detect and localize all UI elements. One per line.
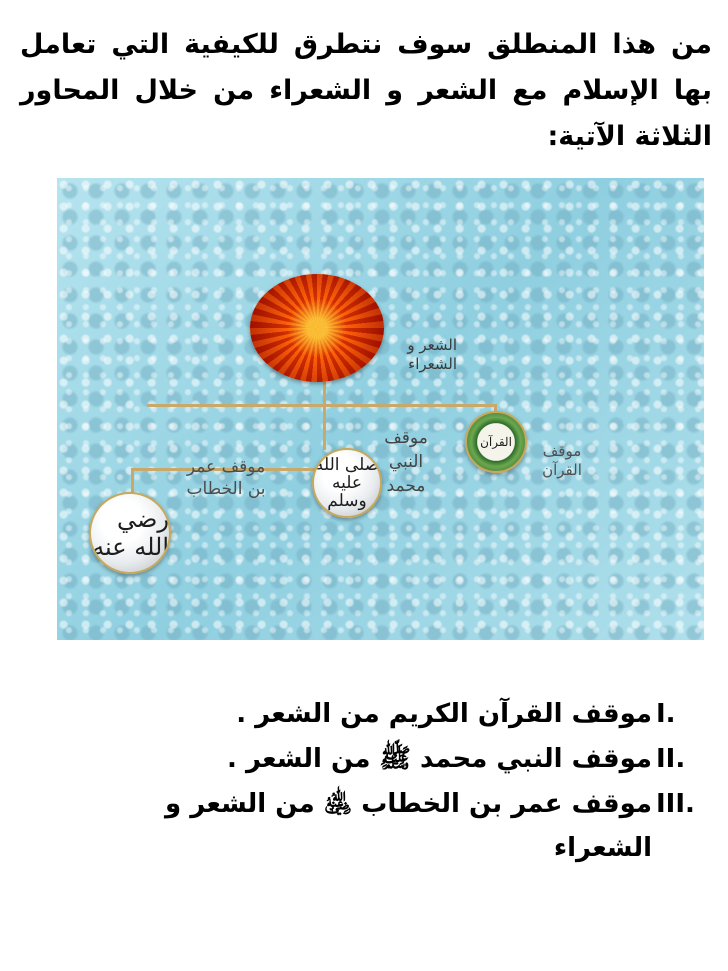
- flower-image: [250, 274, 384, 382]
- connector-prophet: [323, 406, 326, 450]
- diagram-panel: [57, 178, 704, 640]
- list-text: موقف عمر بن الخطاب ﵁ من الشعر و الشعراء: [165, 789, 652, 863]
- quran-position-label: موقف القرآن: [542, 442, 582, 479]
- list-number: I.: [656, 699, 676, 729]
- list-text: موقف القرآن الكريم من الشعر .: [236, 699, 652, 729]
- quran-calligraphy-image: [465, 411, 527, 473]
- prophet-calligraphy-image: [312, 448, 382, 518]
- connector-trunk: [323, 382, 326, 406]
- list-item: [60, 692, 710, 736]
- list-number: II.: [656, 744, 686, 774]
- quran-seal-text: القرآن: [480, 435, 512, 449]
- list-text: موقف النبي محمد ﷺ من الشعر .: [227, 744, 652, 774]
- intro-paragraph: من هذا المنطلق سوف نتطرق للكيفية التي تعامل بها الإسلام مع الشعر و الشعراء من خلال المحاور الثلاثة الآتية:: [20, 29, 712, 152]
- umar-position-label: موقف عمر بن الخطاب: [186, 457, 266, 499]
- connector-horizontal: [147, 404, 497, 407]
- umar-calligraphy-image: [89, 492, 171, 574]
- umar-seal-text: رضي الله عنه: [92, 505, 169, 561]
- prophet-position-label: موقف النبي محمد: [384, 428, 428, 496]
- list-item: [60, 737, 710, 781]
- axes-list: [60, 692, 710, 871]
- center-label: الشعر و الشعراء: [407, 336, 457, 373]
- list-number: III.: [656, 789, 695, 819]
- prophet-seal-text: صلى الله عليه وسلم: [314, 455, 380, 511]
- list-item: [60, 782, 710, 870]
- connector-umar: [131, 468, 134, 494]
